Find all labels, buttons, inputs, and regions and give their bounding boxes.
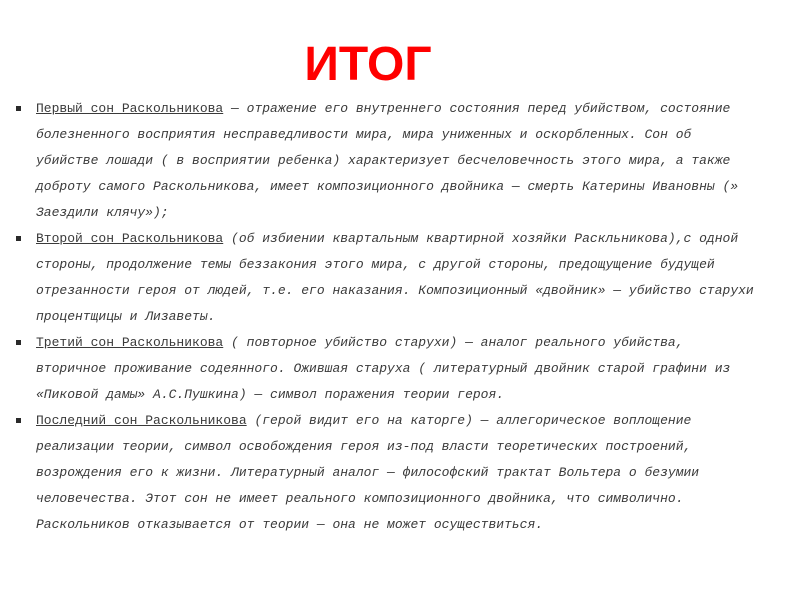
item-text: (об избиении квартальным квартирной хозяйки Раскльникова),с одной стороны, продолжение темы беззакония этого мира, с другой стороны, предощущение будущей отрезанности героя от людей, т.е. его наказания. Композиционный «двойник» — убийство старухи процентщицы и Лизаветы. <box>36 231 754 324</box>
item-text: ( повторное убийство старухи) — аналог реального убийства, вторичное проживание содеянного. Ожившая старуха ( литературный двойник старой графини из «Пиковой дамы» А.С.Пушкина) — символ поражения теории героя. <box>36 335 731 402</box>
item-lead-link[interactable]: Первый сон Раскольникова <box>36 101 224 116</box>
list-item-second-dream <box>14 226 754 330</box>
list-item-first-dream <box>14 96 754 226</box>
list-item-last-dream <box>14 408 754 538</box>
dream-list <box>14 96 754 538</box>
square-bullet-icon <box>16 340 21 345</box>
square-bullet-icon <box>16 106 21 111</box>
list-item-third-dream <box>14 330 754 408</box>
slide-title: ИТОГ <box>304 38 432 91</box>
item-lead-link[interactable]: Последний сон Раскольникова <box>36 413 247 428</box>
square-bullet-icon <box>16 418 21 423</box>
square-bullet-icon <box>16 236 21 241</box>
item-text: — отражение его внутреннего состояния перед убийством, состояние болезненного восприятия несправедливости мира, мира униженных и оскорбленных. Сон об убийстве лошади ( в восприятии ребенка) характеризует бесчеловечность этого мира, а также доброту самого Раскольникова, имеет композиционного двойника — смерть Катерины Ивановны (» Заездили клячу»); <box>36 101 739 220</box>
item-lead-link[interactable]: Второй сон Раскольникова <box>36 231 224 246</box>
item-text: (герой видит его на каторге) — аллегорическое воплощение реализации теории, символ освобождения героя из-под власти теоретических построений, возрождения его к жизни. Литературный аналог — философский трактат Вольтера о безумии человечества. Этот сон не имеет реального композиционного двойника, что символично. Раскольников отказывается от теории — она не может осуществиться. <box>36 413 700 532</box>
item-lead-link[interactable]: Третий сон Раскольникова <box>36 335 224 350</box>
